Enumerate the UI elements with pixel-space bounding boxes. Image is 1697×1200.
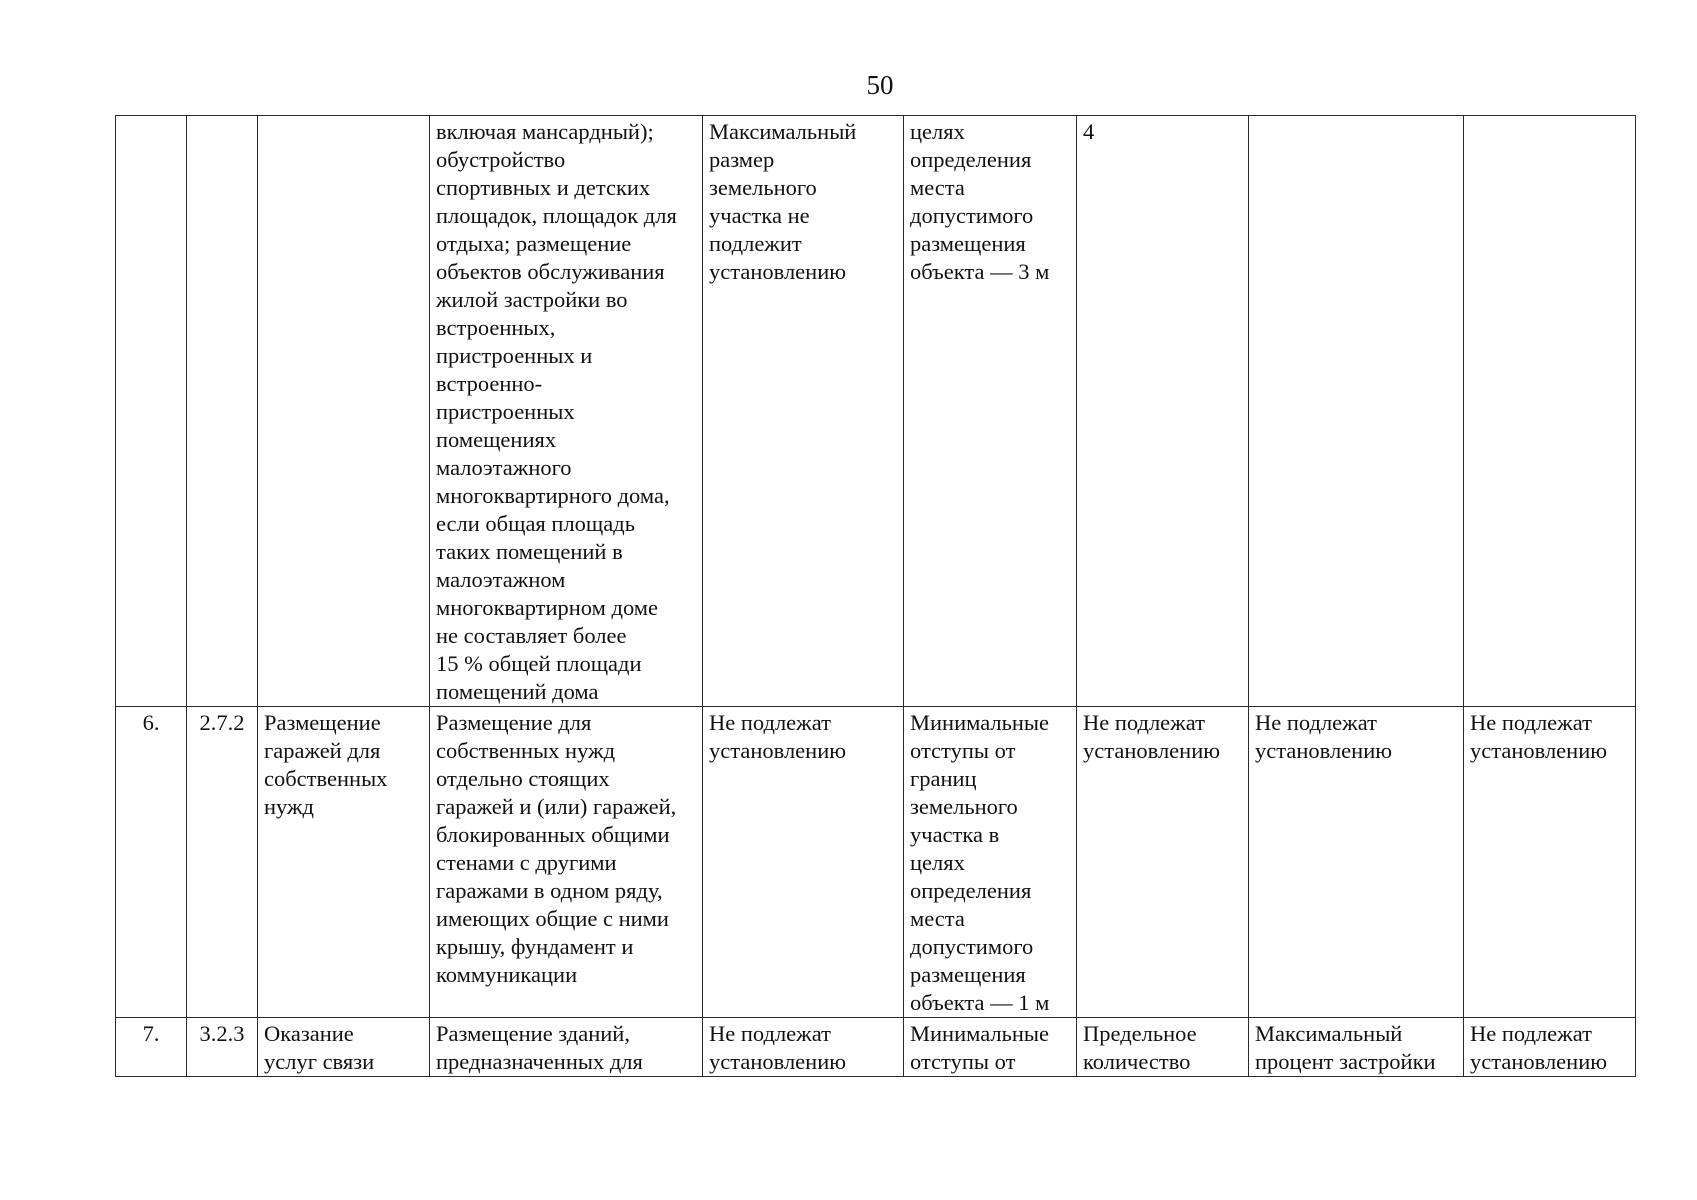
- floors-cell: Предельное количество: [1077, 1018, 1249, 1077]
- plot-size-cell: Максимальный размер земельного участка не подлежит установлению: [703, 116, 904, 707]
- plot-size-cell: Не подлежат установлению: [703, 1018, 904, 1077]
- page-number: 50: [866, 70, 894, 100]
- use-name-cell: Размещение гаражей для собственных нужд: [258, 707, 430, 1018]
- other-params-cell: Не подлежат установлению: [1464, 707, 1636, 1018]
- use-name-cell: Оказание услуг связи: [258, 1018, 430, 1077]
- setbacks-cell: Минимальные отступы от границ земельного участка в целях определения места допустимого размещения объекта — 1 м: [904, 707, 1077, 1018]
- regulations-table: [115, 115, 1636, 1077]
- use-code-cell: 3.2.3: [187, 1018, 258, 1077]
- use-name-cell: [258, 116, 430, 707]
- row-number-cell: [116, 116, 187, 707]
- row-number-cell: 6.: [116, 707, 187, 1018]
- coverage-cell: [1249, 116, 1464, 707]
- table-row: [116, 1018, 1636, 1077]
- other-params-cell: Не подлежат установлению: [1464, 1018, 1636, 1077]
- floors-cell: 4: [1077, 116, 1249, 707]
- table-row: [116, 707, 1636, 1018]
- coverage-cell: Не подлежат установлению: [1249, 707, 1464, 1018]
- use-description-cell: Размещение зданий, предназначенных для: [430, 1018, 703, 1077]
- use-description-cell: Размещение для собственных нужд отдельно стоящих гаражей и (или) гаражей, блокированных общими стенами с другими гаражами в одном ряду, имеющих общие с ними крышу, фундамент и коммуникации: [430, 707, 703, 1018]
- row-number-cell: 7.: [116, 1018, 187, 1077]
- table-row: [116, 116, 1636, 707]
- other-params-cell: [1464, 116, 1636, 707]
- use-code-cell: 2.7.2: [187, 707, 258, 1018]
- plot-size-cell: Не подлежат установлению: [703, 707, 904, 1018]
- coverage-cell: Максимальный процент застройки: [1249, 1018, 1464, 1077]
- use-code-cell: [187, 116, 258, 707]
- floors-cell: Не подлежат установлению: [1077, 707, 1249, 1018]
- setbacks-cell: целях определения места допустимого размещения объекта — 3 м: [904, 116, 1077, 707]
- setbacks-cell: Минимальные отступы от: [904, 1018, 1077, 1077]
- use-description-cell: включая мансардный); обустройство спортивных и детских площадок, площадок для отдыха; размещение объектов обслуживания жилой застройки во встроенных, пристроенных и встроенно- пристроенных помещениях малоэтажного многоквартирного дома, если общая площадь таких помещений в малоэтажном многоквартирном доме не составляет более 15 % общей площади помещений дома: [430, 116, 703, 707]
